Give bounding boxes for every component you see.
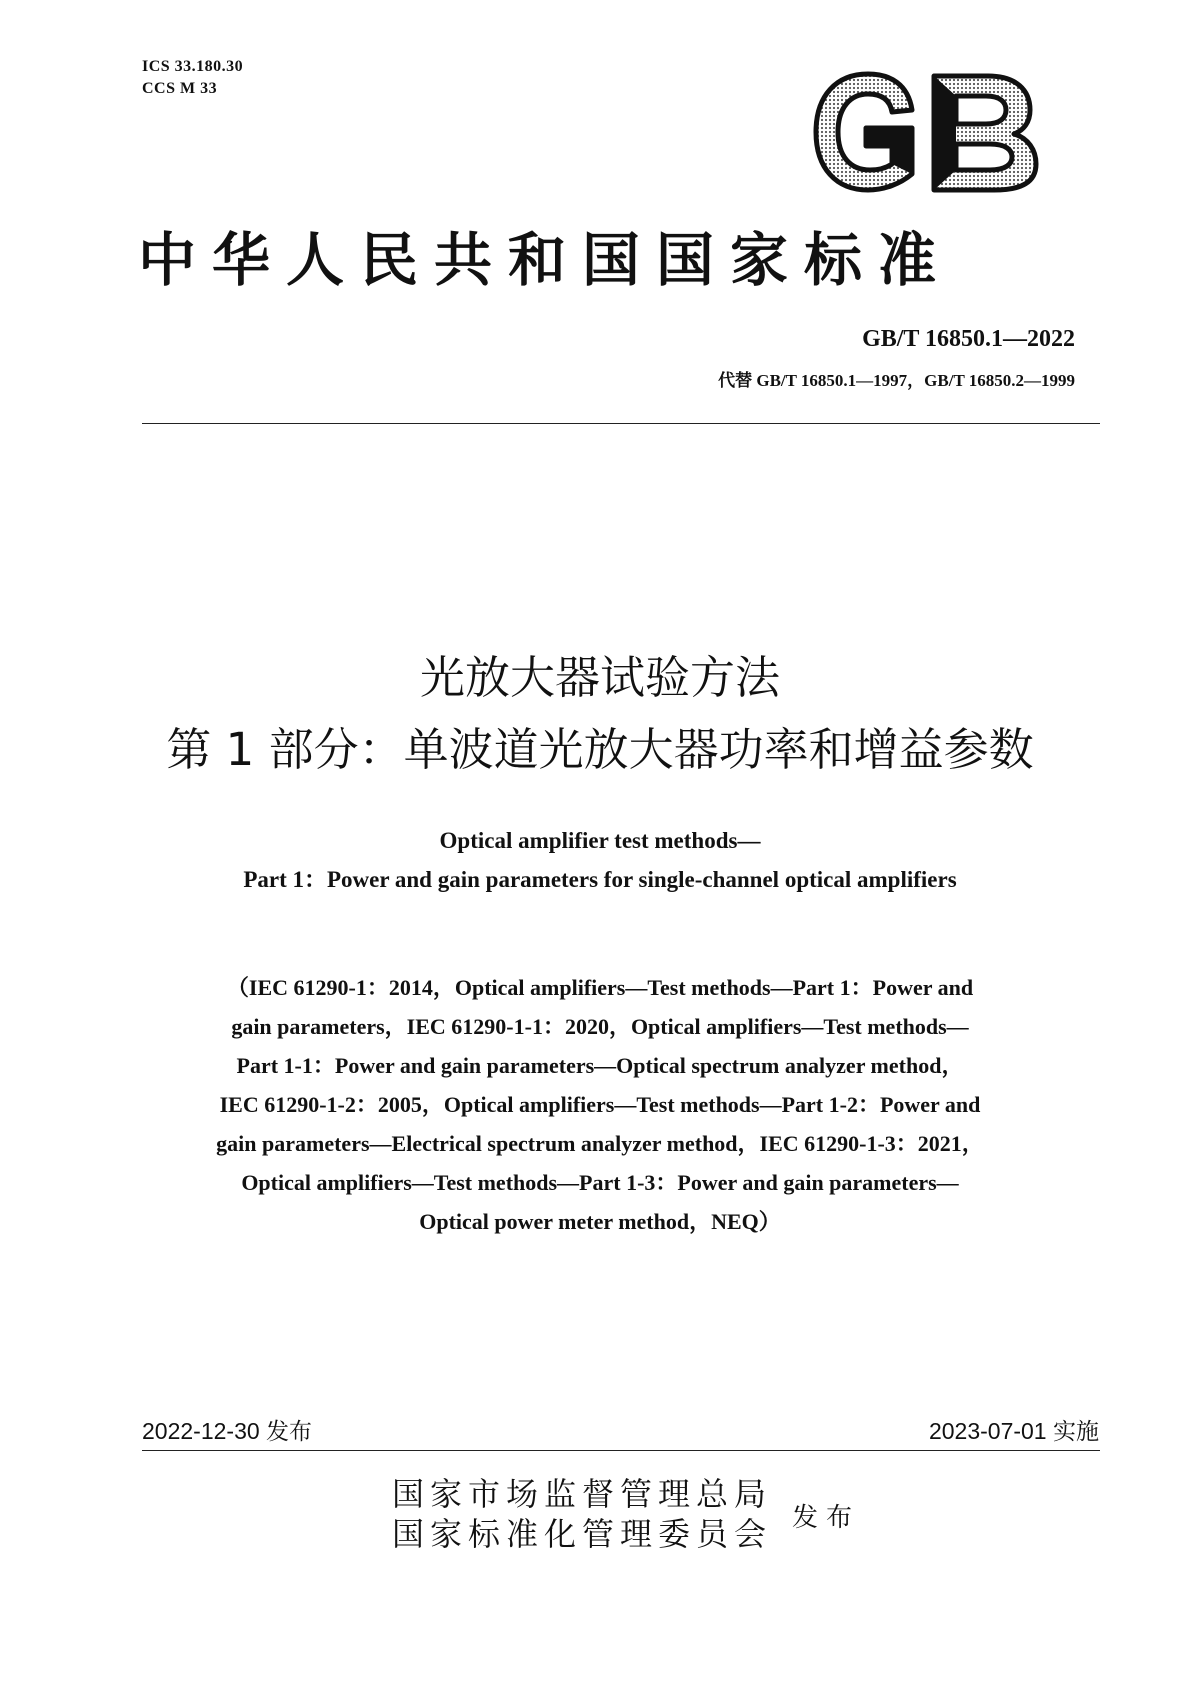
- issuer-samr: 国家市场监督管理总局: [392, 1475, 773, 1513]
- footer-divider: [142, 1450, 1100, 1451]
- ics-code: ICS 33.180.30: [142, 58, 244, 75]
- adoption-line: gain parameters—Electrical spectrum analyzer method，IEC 61290-1-3：2021，: [216, 1131, 984, 1156]
- implementation-date: 2023-07-01 实施: [928, 1418, 1099, 1444]
- chinese-title-line-2: 第 1 部分：单波道光放大器功率和增益参数: [166, 723, 1034, 776]
- ccs-code: CCS M 33: [142, 80, 218, 97]
- gb-logo-text: GB: [808, 70, 810, 71]
- adoption-line: Optical power meter method，NEQ）: [419, 1209, 781, 1234]
- adoption-line: IEC 61290-1-2：2005，Optical amplifiers—Test methods—Part 1-2：Power and: [219, 1092, 981, 1117]
- issuing-authorities: [392, 1474, 772, 1554]
- adoption-line: Optical amplifiers—Test methods—Part 1-3：Power and gain parameters—: [241, 1170, 959, 1195]
- gb-logo: [808, 70, 1044, 194]
- english-title-line-1: Optical amplifier test methods—: [439, 828, 761, 853]
- chinese-title-line-1: 光放大器试验方法: [419, 651, 780, 704]
- adoption-line: （IEC 61290-1：2014，Optical amplifiers—Test methods—Part 1：Power and: [226, 975, 974, 1000]
- english-title-line-2: Part 1：Power and gain parameters for single-channel optical amplifiers: [243, 867, 957, 892]
- classification-codes: [142, 56, 243, 100]
- adoption-line: Part 1-1：Power and gain parameters—Optical spectrum analyzer method，: [236, 1053, 964, 1078]
- replaces-standards: 代替 GB/T 16850.1—1997，GB/T 16850.2—1999: [718, 371, 1075, 390]
- publish-date: 2022-12-30 发布: [142, 1418, 313, 1444]
- issuer-sac: 国家标准化管理委员会: [392, 1515, 773, 1553]
- issue-action: 发布: [792, 1503, 861, 1533]
- standard-number: GB/T 16850.1—2022: [862, 326, 1075, 352]
- header-divider: [142, 423, 1100, 424]
- national-standard-title: 中华人民共和国国家标准: [138, 226, 953, 294]
- adoption-line: gain parameters，IEC 61290-1-1：2020，Optical amplifiers—Test methods—: [231, 1014, 969, 1039]
- adoption-statement: [110, 968, 1090, 1241]
